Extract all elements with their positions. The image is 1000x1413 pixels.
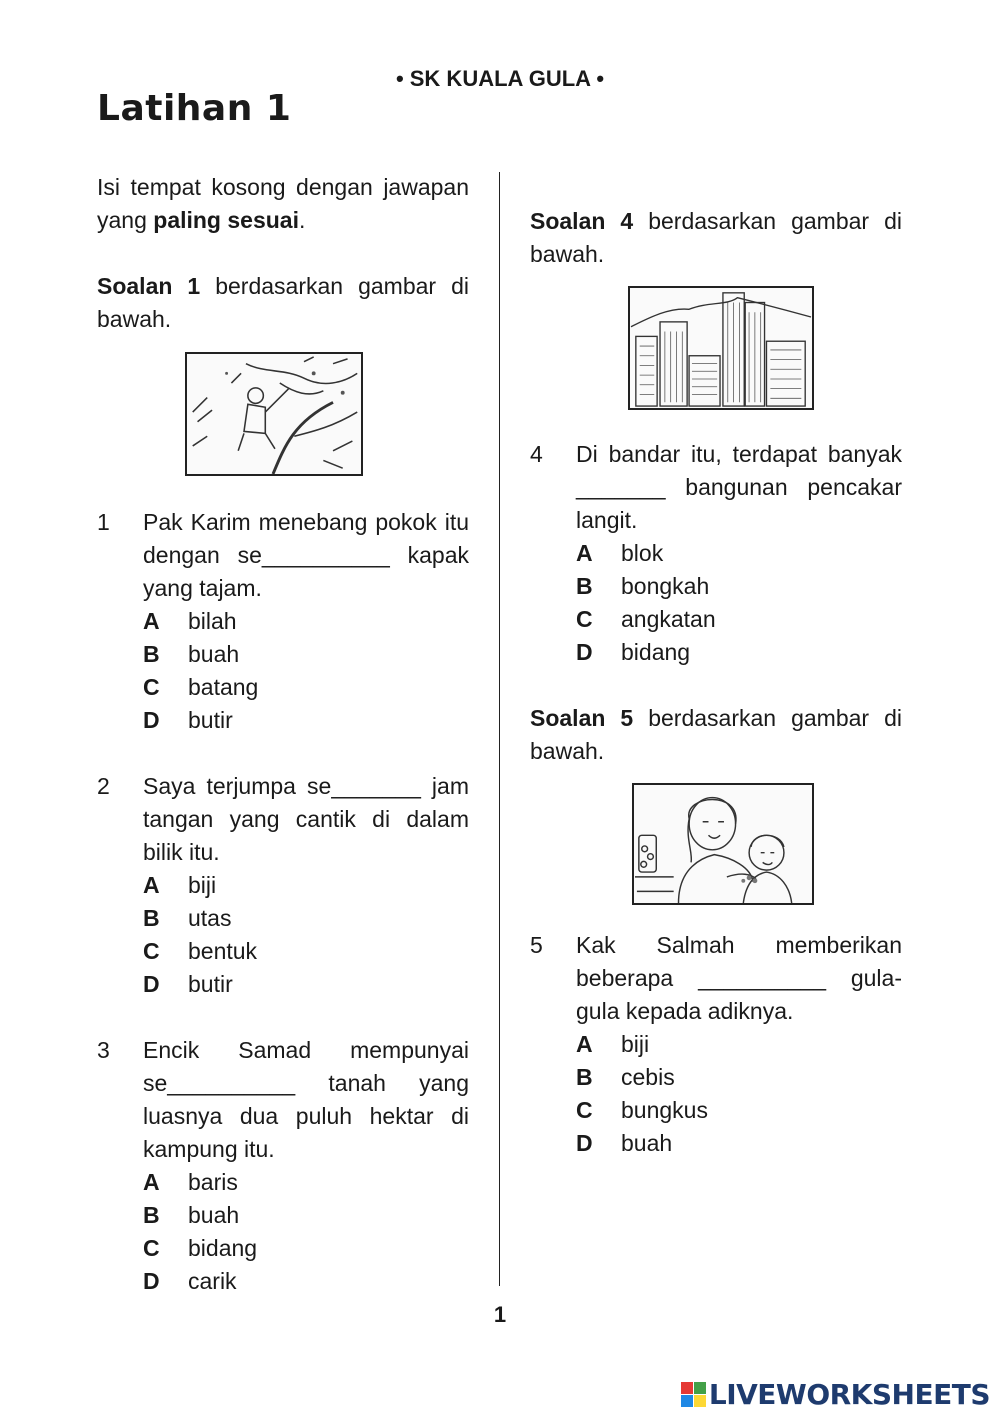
liveworksheets-icon — [681, 1382, 706, 1407]
question-5-intro: Soalan 5 berdasarkan gambar di bawah. — [530, 705, 902, 764]
question-4-number: 4 — [530, 441, 543, 467]
question-4-option-c[interactable]: C angkatan — [576, 606, 716, 632]
logo-square-green — [694, 1382, 706, 1394]
question-2-option-a[interactable]: A biji — [143, 872, 217, 898]
girl-giving-sweets-illustration — [634, 785, 812, 903]
right-column — [530, 205, 902, 1160]
question-3-option-c[interactable]: C bidang — [143, 1235, 258, 1261]
question-1-option-c[interactable]: C batang — [143, 674, 259, 700]
instructions-emphasis: paling sesuai — [153, 207, 299, 233]
instructions: Isi tempat kosong dengan jawapan yang paling sesuai. — [97, 174, 469, 233]
question-2-number: 2 — [97, 773, 110, 799]
question-3-number: 3 — [97, 1037, 110, 1063]
page-title: Latihan 1 — [97, 88, 292, 129]
question-2-option-d[interactable]: D butir — [143, 971, 233, 997]
logo-square-yellow — [694, 1395, 706, 1407]
page-number: 1 — [493, 1302, 507, 1327]
column-divider — [499, 172, 500, 1286]
question-2-option-b[interactable]: B utas — [143, 905, 232, 931]
question-4-option-b[interactable]: B bongkah — [576, 573, 710, 599]
question-1-text: Pak Karim menebang pokok itu dengan se__________ kapak yang tajam. — [143, 509, 469, 601]
school-name: • SK KUALA GULA • — [395, 66, 605, 91]
question-2-option-c[interactable]: C bentuk — [143, 938, 258, 964]
question-2-text: Saya terjumpa se_______ jam tangan yang cantik di dalam bilik itu. — [143, 773, 469, 865]
question-4-image — [628, 286, 814, 410]
question-1 — [97, 506, 469, 605]
question-4-text: Di bandar itu, terdapat banyak _______ bangunan pencakar langit. — [576, 441, 902, 533]
question-4-intro: Soalan 4 berdasarkan gambar di bawah. — [530, 208, 902, 267]
question-5-option-c[interactable]: C bungkus — [576, 1097, 708, 1123]
question-5-option-b[interactable]: B cebis — [576, 1064, 675, 1090]
logo-square-red — [681, 1382, 693, 1394]
question-5-number: 5 — [530, 932, 543, 958]
left-column — [97, 171, 469, 1298]
question-1-image — [185, 352, 363, 476]
city-skyscrapers-illustration — [630, 288, 812, 408]
question-5-option-d[interactable]: D buah — [576, 1130, 673, 1156]
question-4-option-a[interactable]: A blok — [576, 540, 664, 566]
question-1-option-d[interactable]: D butir — [143, 707, 233, 733]
liveworksheets-brand: LIVEWORKSHEETS — [708, 1378, 990, 1411]
question-3-option-b[interactable]: B buah — [143, 1202, 240, 1228]
question-1-option-a[interactable]: A bilah — [143, 608, 237, 634]
question-3-text: Encik Samad mempunyai se__________ tanah yang luasnya dua puluh hektar di kampung itu. — [143, 1037, 469, 1162]
question-1-number: 1 — [97, 509, 110, 535]
liveworksheets-logo[interactable] — [681, 1378, 990, 1411]
question-1-option-b[interactable]: B buah — [143, 641, 240, 667]
question-2 — [97, 770, 469, 869]
logo-square-blue — [681, 1395, 693, 1407]
question-4 — [530, 438, 902, 537]
question-4-option-d[interactable]: D bidang — [576, 639, 691, 665]
question-5-image — [632, 783, 814, 905]
question-3 — [97, 1034, 469, 1166]
question-5-option-a[interactable]: A biji — [576, 1031, 650, 1057]
question-3-option-d[interactable]: D carik — [143, 1268, 237, 1294]
question-1-intro: Soalan 1 berdasarkan gambar di bawah. — [97, 273, 469, 332]
man-chopping-tree-illustration — [187, 354, 361, 474]
question-5-text: Kak Salmah memberikan beberapa __________ gula-gula kepada adiknya. — [576, 932, 902, 1024]
question-5 — [530, 929, 902, 1028]
question-3-option-a[interactable]: A baris — [143, 1169, 238, 1195]
